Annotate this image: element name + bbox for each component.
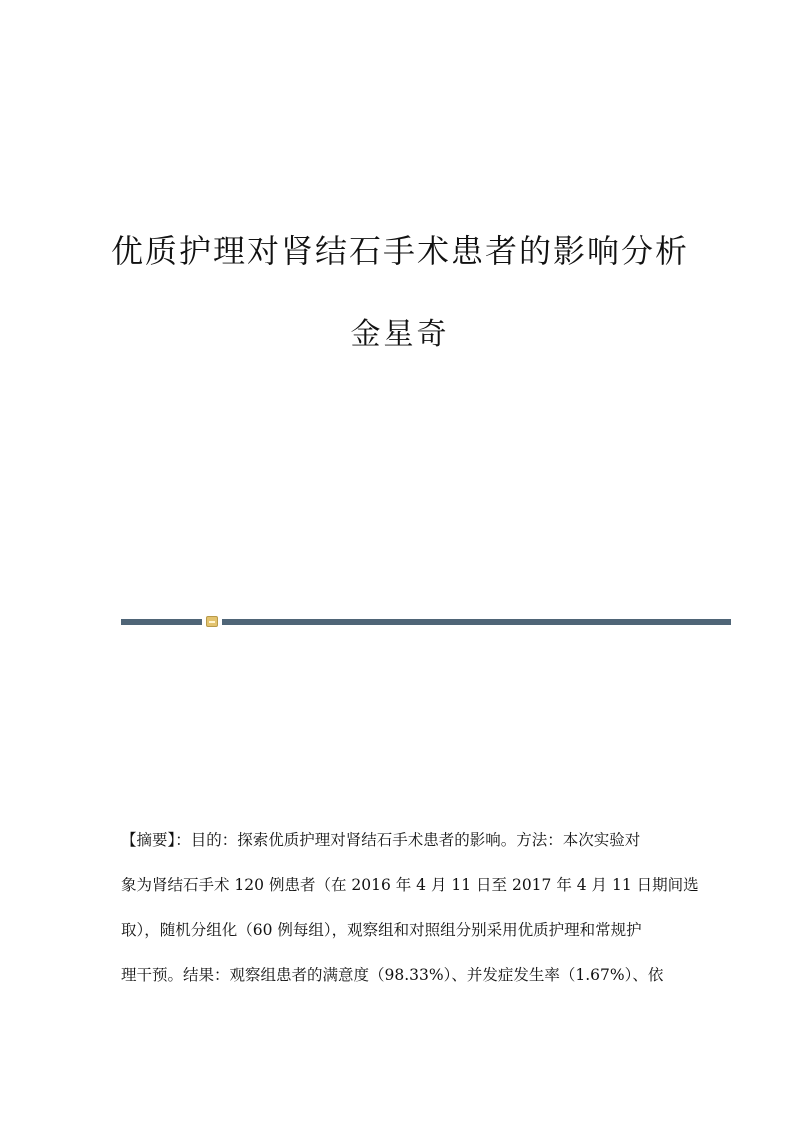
divider-bar-left xyxy=(121,619,202,625)
abstract-line: 【摘要】：目的：探索优质护理对肾结石手术患者的影响。方法：本次实验对 xyxy=(121,831,641,849)
abstract-line: 象为肾结石手术 120 例患者（在 2016 年 4 月 11 日至 2017 年 4 月 11 日期间选 xyxy=(121,876,699,894)
abstract-line: 理干预。结果：观察组患者的满意度（98.33%）、并发症发生率（1.67%）、依 xyxy=(121,966,664,984)
abstract-paragraph xyxy=(121,818,699,998)
author-name: 金星奇 xyxy=(350,317,450,352)
divider-ornament-icon xyxy=(206,616,218,627)
paper-title: 优质护理对肾结石手术患者的影响分析 xyxy=(110,232,689,270)
abstract-line: 取），随机分组化（60 例每组），观察组和对照组分别采用优质护理和常规护 xyxy=(121,921,642,939)
section-divider xyxy=(121,613,731,631)
divider-bar-right xyxy=(222,619,731,625)
